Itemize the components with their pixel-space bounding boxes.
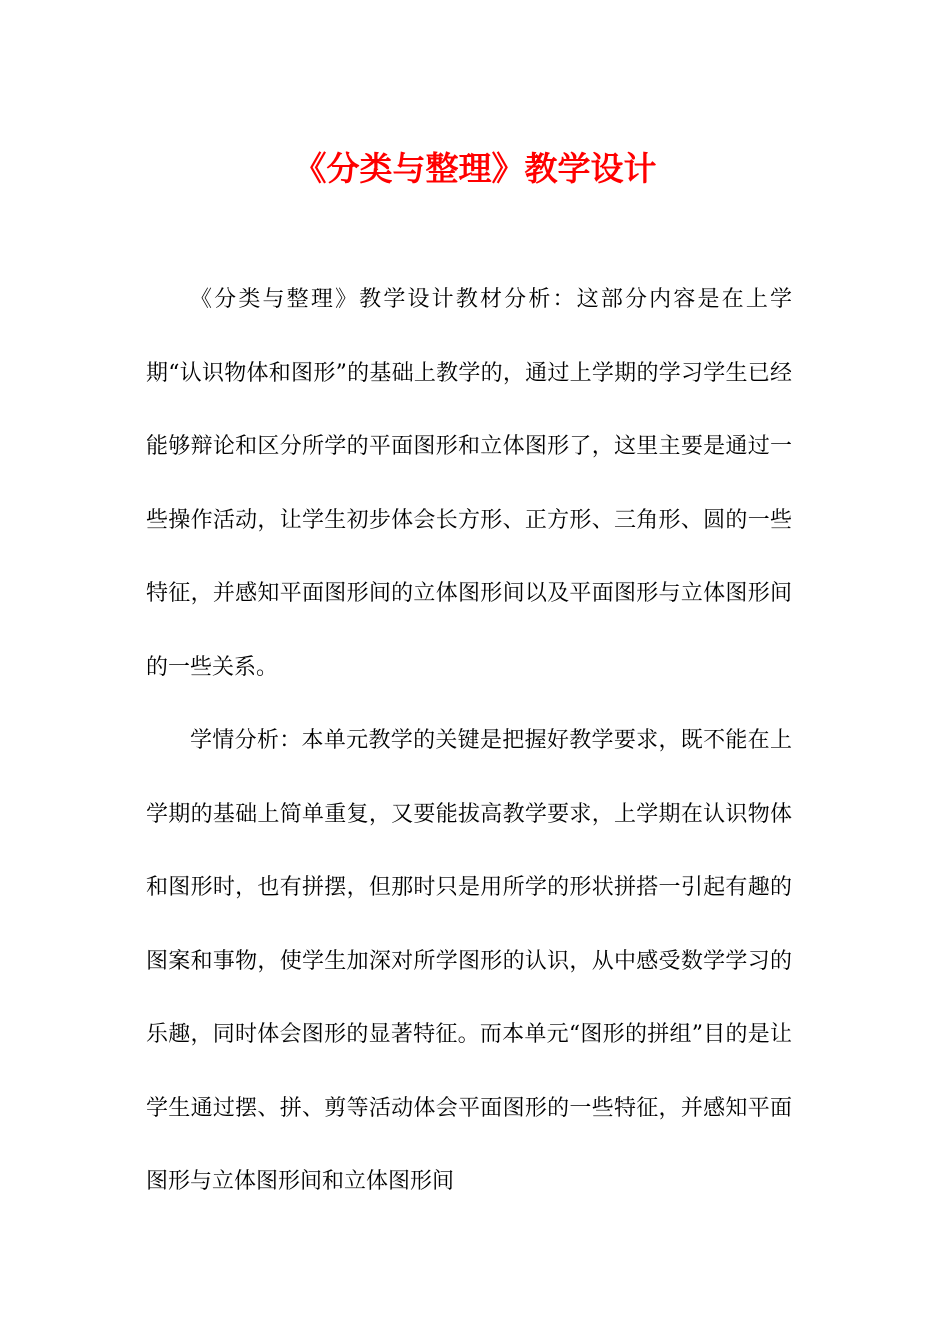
document-body bbox=[146, 263, 792, 1219]
paragraph-student-analysis: 学情分析：本单元教学的关键是把握好教学要求，既不能在上学期的基础上简单重复，又要能拔高教学要求，上学期在认识物体和图形时，也有拼摆，但那时只是用所学的形状拼搭一引起有趣的图案和事物，使学生加深对所学图形的认识，从中感受数学学习的乐趣，同时体会图形的显著特征。而本单元“图形的拼组”目的是让学生通过摆、拼、剪等活动体会平面图形的一些特征，并感知平面图形与立体图形间和立体图形间 bbox=[146, 728, 792, 1194]
document-title: 《分类与整理》教学设计 bbox=[293, 149, 657, 188]
paragraph-textbook-analysis: 《分类与整理》教学设计教材分析：这部分内容是在上学期“认识物体和图形”的基础上教学的，通过上学期的学习学生已经能够辩论和区分所学的平面图形和立体图形了，这里主要是通过一些操作活动，让学生初步体会长方形、正方形、三角形、圆的一些特征，并感知平面图形间的立体图形间以及平面图形与立体图形间的一些关系。 bbox=[146, 287, 792, 680]
